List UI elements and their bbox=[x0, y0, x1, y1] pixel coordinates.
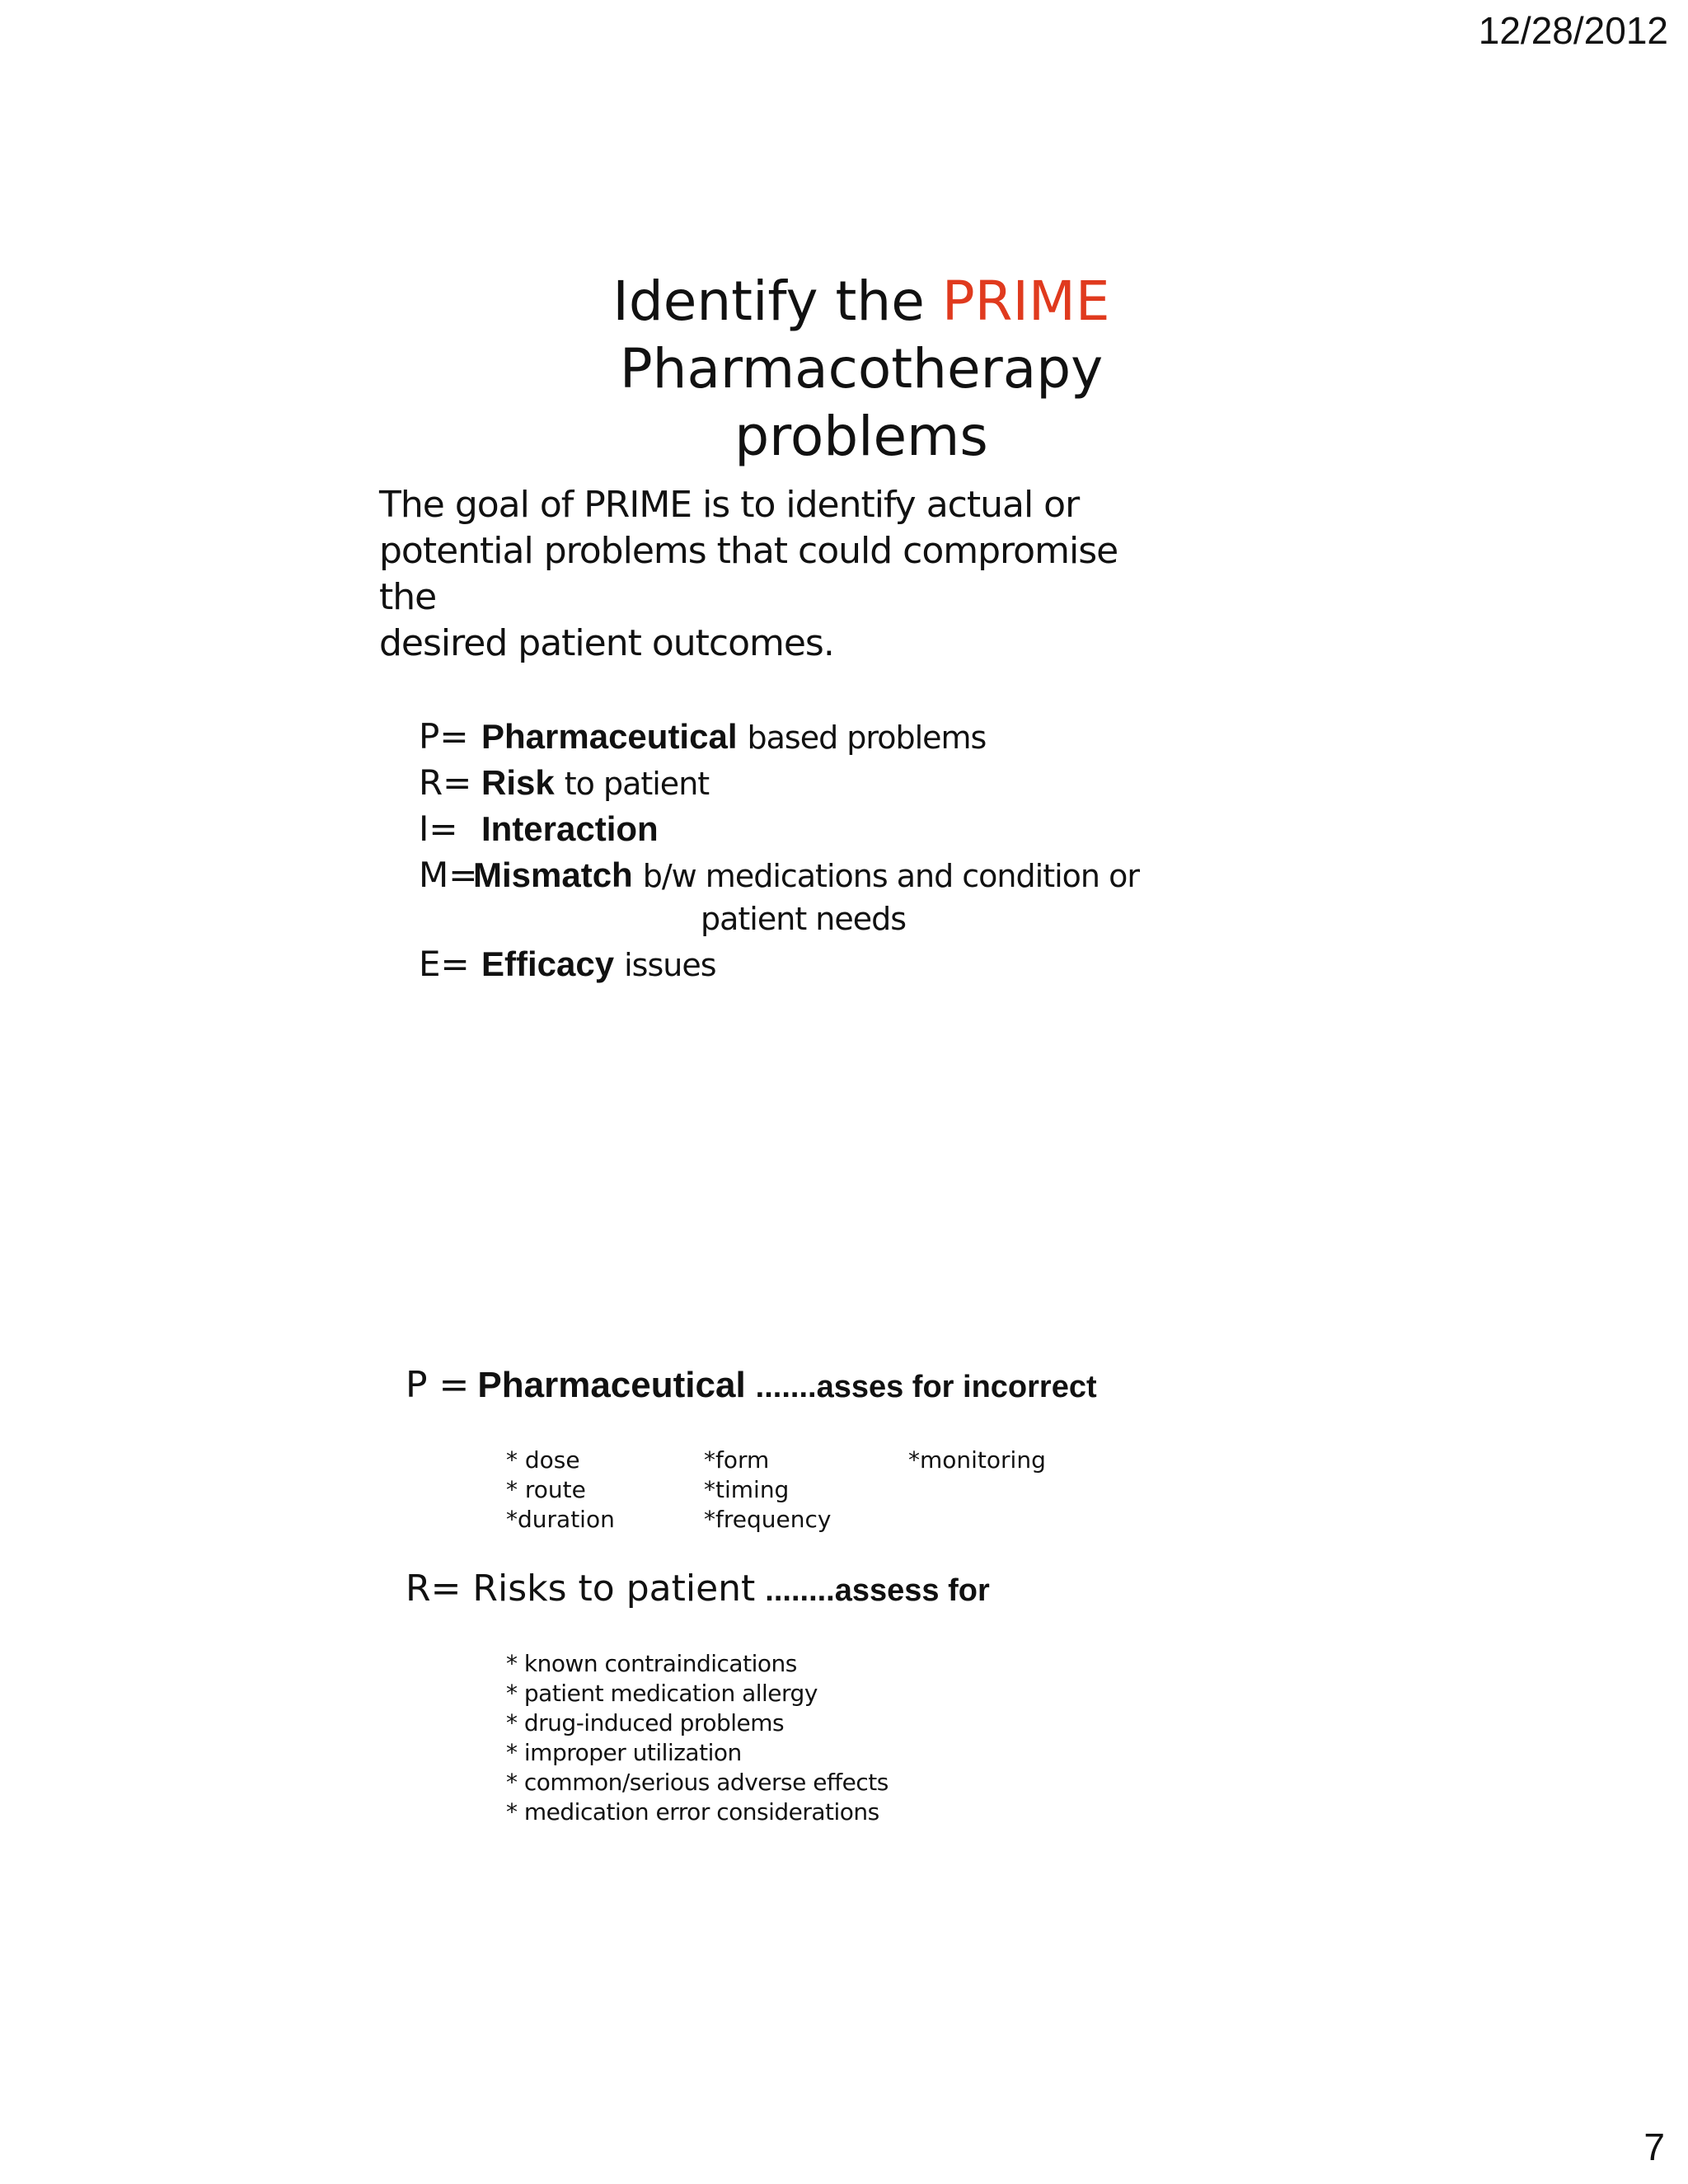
mnemonic-term: Efficacy bbox=[481, 944, 615, 983]
page-number: 7 bbox=[1643, 2125, 1665, 2168]
mnemonic-term: Risk bbox=[481, 763, 555, 802]
mnemonic-row-e bbox=[419, 944, 1319, 990]
mnemonic-term: Mismatch bbox=[473, 855, 633, 894]
checklist-item: *monitoring bbox=[908, 1446, 1046, 1474]
mnemonic-term: Pharmaceutical bbox=[481, 717, 738, 756]
checklist-item: * route bbox=[506, 1476, 586, 1503]
pharmaceutical-checklist bbox=[506, 1446, 1395, 1535]
mnemonic-letter: E= bbox=[419, 944, 470, 984]
mnemonic-term: Interaction bbox=[481, 809, 659, 848]
checklist-item: *duration bbox=[506, 1506, 615, 1533]
mnemonic-description: b/w medications and condition or bbox=[642, 858, 1139, 894]
list-item: * known contraindications bbox=[506, 1650, 797, 1677]
heading-term: Pharmaceutical bbox=[477, 1365, 746, 1405]
heading-tail: ........assess for bbox=[765, 1573, 990, 1608]
heading-tail: .......asses for incorrect bbox=[755, 1370, 1097, 1404]
list-item: * patient medication allergy bbox=[506, 1680, 818, 1707]
goal-line: The goal of PRIME is to identify actual or bbox=[379, 484, 1080, 526]
mnemonic-row-p bbox=[419, 716, 1319, 762]
heading-lead: R= Risks to patient bbox=[406, 1568, 756, 1610]
pharmaceutical-heading bbox=[406, 1364, 1395, 1406]
mnemonic-row-m bbox=[419, 855, 1319, 901]
goal-line: potential problems that could compromise the bbox=[379, 530, 1118, 618]
mnemonic-description: to patient bbox=[564, 766, 710, 802]
risk-heading bbox=[406, 1568, 1395, 1610]
slide-prime-overview bbox=[379, 268, 1319, 990]
goal-paragraph bbox=[379, 482, 1170, 667]
list-item: * medication error considerations bbox=[506, 1798, 879, 1825]
title-pre: Identify the bbox=[612, 269, 942, 333]
title-accent: PRIME bbox=[941, 269, 1110, 333]
checklist-item bbox=[908, 1475, 1123, 1505]
heading-lead: P = bbox=[406, 1364, 470, 1406]
checklist-item: * dose bbox=[506, 1446, 580, 1474]
goal-line: desired patient outcomes. bbox=[379, 622, 834, 664]
checklist-item: *form bbox=[704, 1446, 770, 1474]
mnemonic-row-r bbox=[419, 762, 1319, 808]
title-line-2: problems bbox=[734, 405, 988, 468]
title-post: Pharmacotherapy bbox=[619, 337, 1104, 401]
mismatch-continuation: patient needs bbox=[701, 901, 907, 937]
slide-title bbox=[404, 268, 1319, 471]
mnemonic-description: based problems bbox=[747, 719, 987, 756]
mnemonic-letter: I= bbox=[419, 808, 458, 849]
checklist-item: *frequency bbox=[704, 1506, 832, 1533]
risk-checklist bbox=[506, 1649, 1395, 1827]
mnemonic-row-i bbox=[419, 808, 1319, 855]
checklist-item bbox=[908, 1505, 1123, 1535]
prime-mnemonic-list bbox=[419, 716, 1319, 990]
list-item: * drug-induced problems bbox=[506, 1709, 785, 1736]
mnemonic-letter: P= bbox=[419, 716, 469, 757]
list-item: * common/serious adverse effects bbox=[506, 1769, 889, 1796]
mnemonic-letter: M= bbox=[419, 855, 478, 895]
checklist-item: *timing bbox=[704, 1476, 790, 1503]
title-line-1 bbox=[404, 268, 1319, 403]
list-item: * improper utilization bbox=[506, 1739, 742, 1766]
date-header: 12/28/2012 bbox=[1478, 9, 1668, 52]
mnemonic-letter: R= bbox=[419, 762, 472, 803]
slide-p-and-r-details bbox=[406, 1364, 1395, 1827]
mnemonic-description: issues bbox=[624, 947, 716, 983]
